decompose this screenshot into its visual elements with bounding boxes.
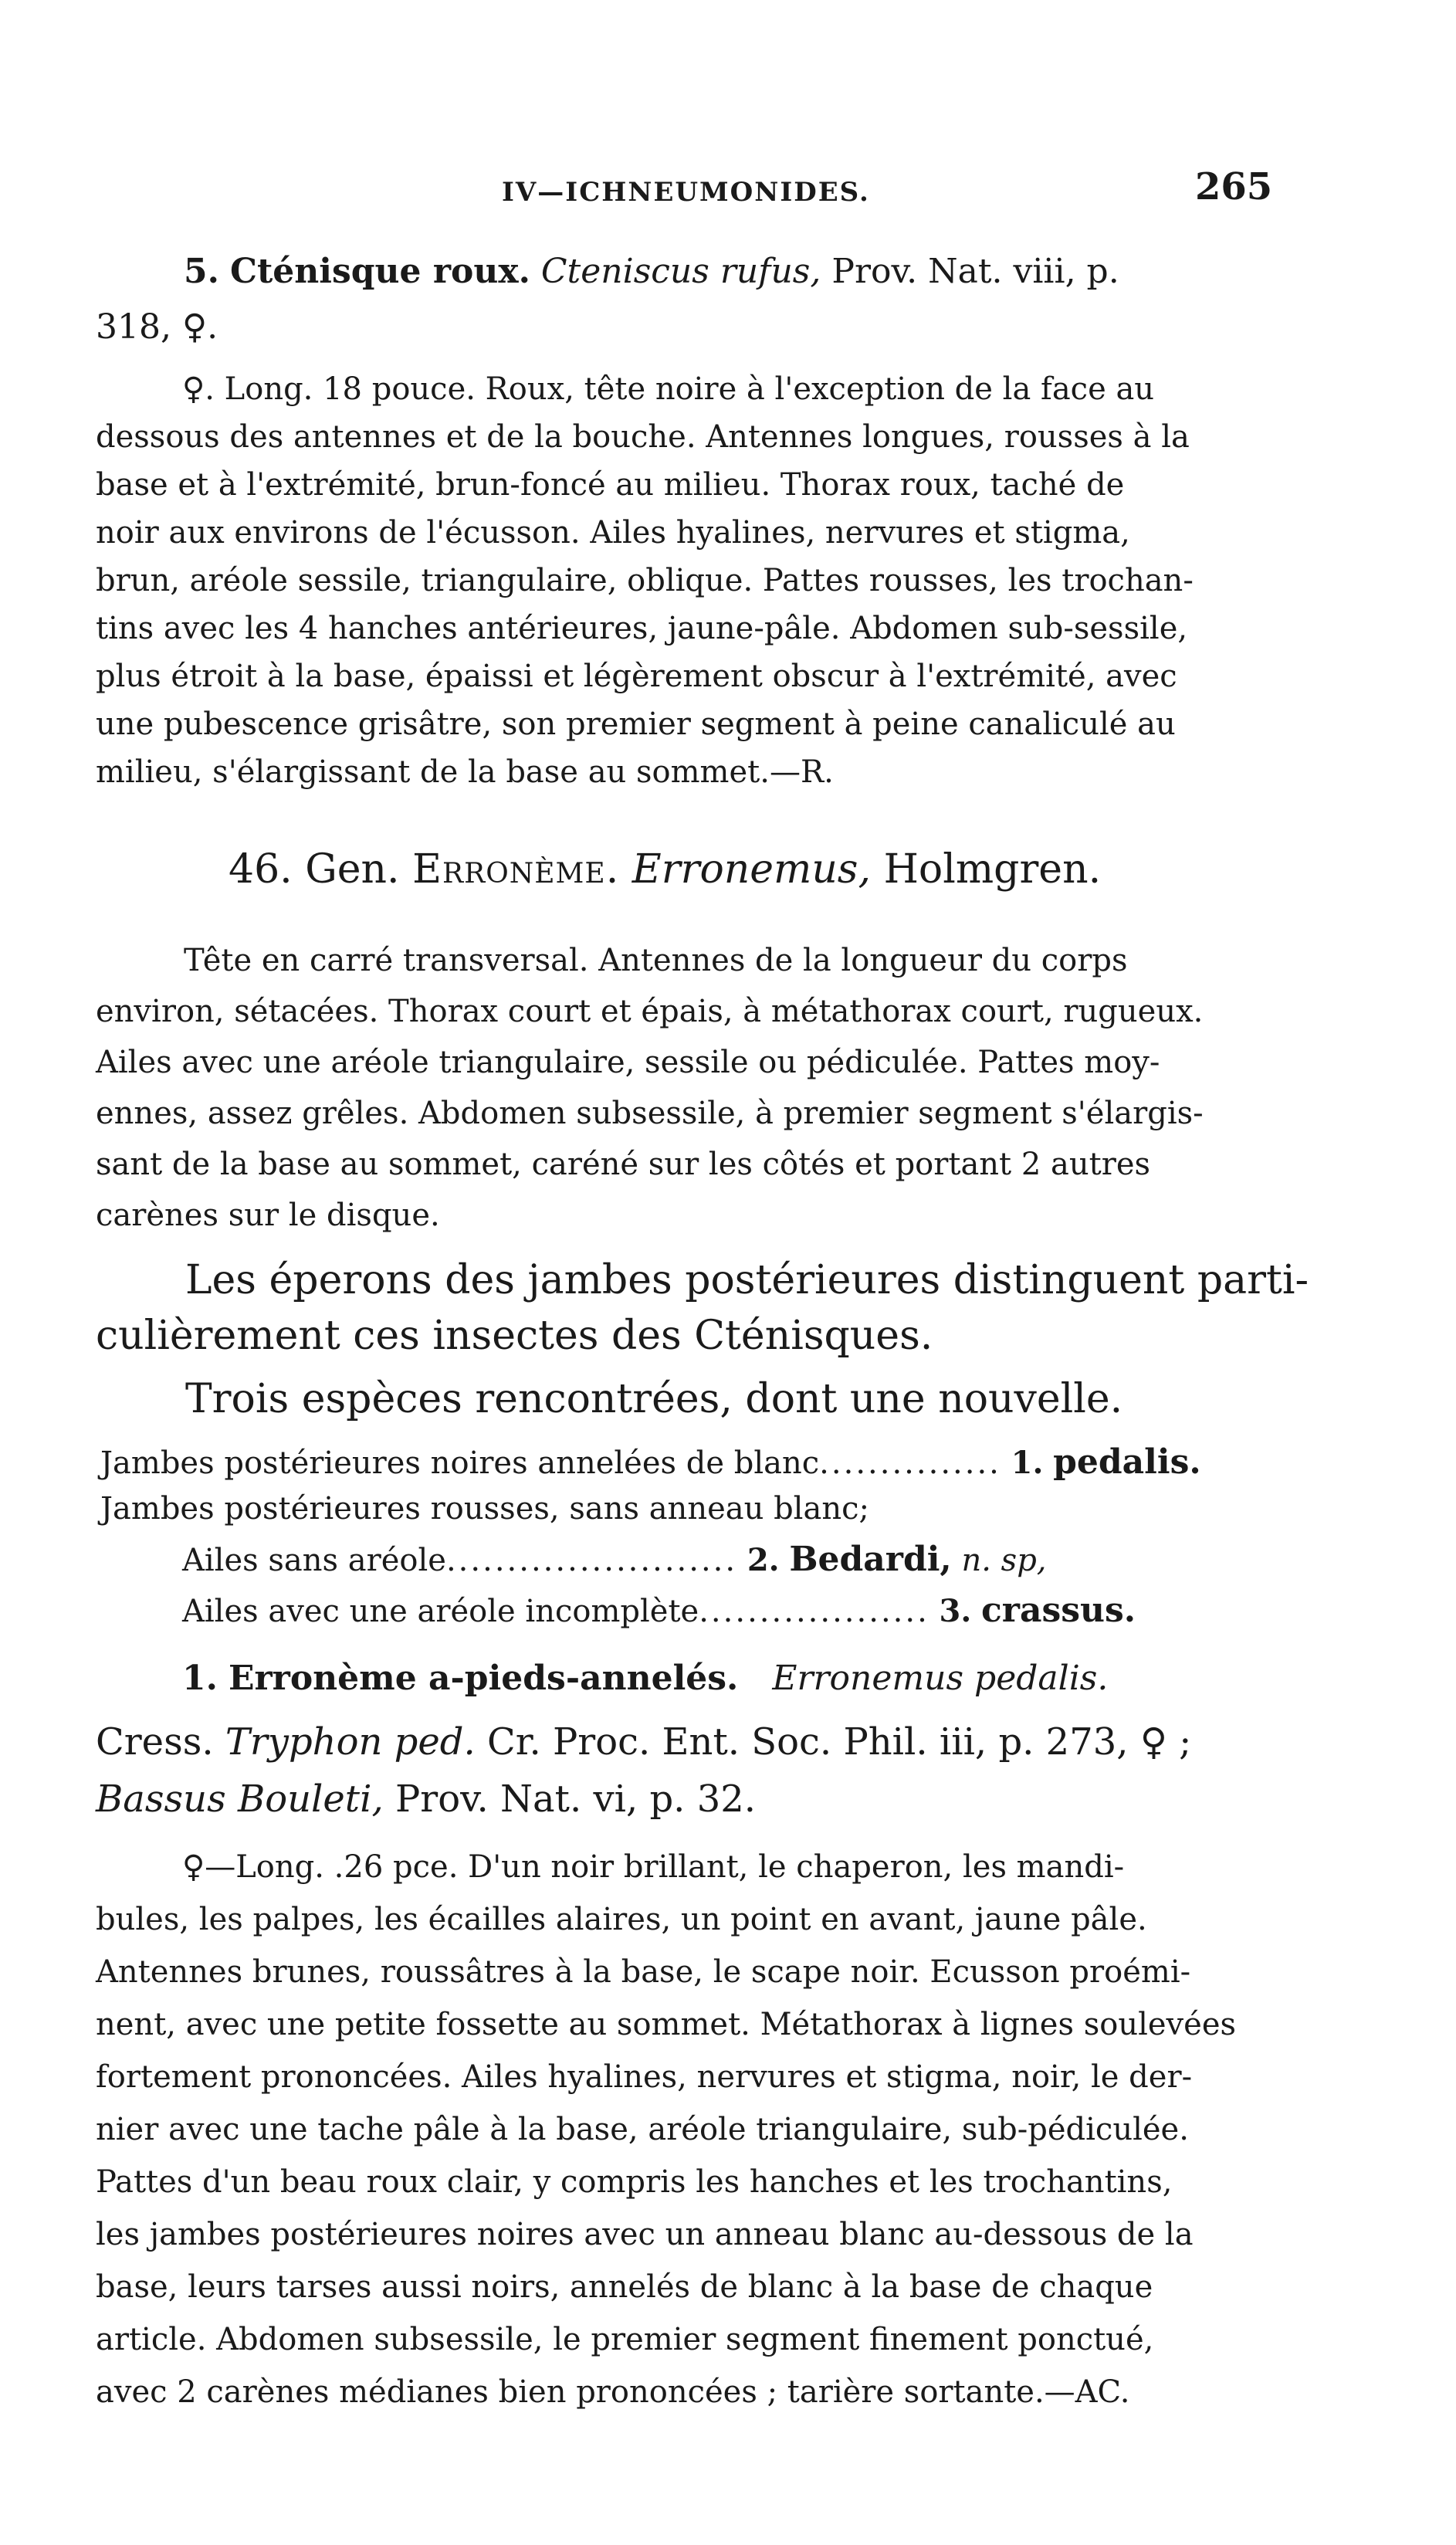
genus-46-latin-name: Erronemus,	[631, 846, 872, 893]
key-row-text: Jambes postérieures rousses, sans anneau blanc;	[100, 1491, 869, 1527]
species-5-desc-line: une pubescence grisâtre, son premier segment à peine canaliculé au	[96, 707, 1176, 742]
species-5-desc-line: noir aux environs de l'écusson. Ailes hyalines, nervures et stigma,	[96, 515, 1130, 551]
species-5-desc-line: ♀. Long. 18 pouce. Roux, tête noire à l'exception de la face au	[182, 371, 1155, 407]
key-row-species: crassus.	[981, 1591, 1136, 1630]
key-row	[182, 1540, 1047, 1579]
key-row	[100, 1491, 869, 1527]
key-row-number: 1.	[1011, 1445, 1044, 1481]
genus-46-heading	[229, 846, 1102, 893]
species-1-desc-line: Antennes brunes, roussâtres à la base, le scape noir. Ecusson proémi-	[96, 1954, 1191, 1990]
key-row-text: Jambes postérieures noires annelées de blanc	[100, 1445, 820, 1481]
genus-46-species-count: Trois espèces rencontrées, dont une nouvelle.	[185, 1376, 1123, 1422]
genus-46-desc-line: environ, sétacées. Thorax court et épais, à métathorax court, rugueux.	[96, 994, 1204, 1029]
species-1-number: 1.	[182, 1659, 218, 1698]
species-5-desc-line: brun, aréole sessile, triangulaire, oblique. Pattes rousses, les trochan-	[96, 563, 1194, 598]
species-1-desc-line: article. Abdomen subsessile, le premier segment finement ponctué,	[96, 2322, 1154, 2357]
synonymy-name: Tryphon ped.	[225, 1720, 476, 1764]
key-row-dots: ...............	[819, 1445, 1001, 1481]
genus-46-desc-line: ennes, assez grêles. Abdomen subsessile, à premier segment s'élargis-	[96, 1096, 1204, 1131]
synonymy-author: Cress.	[96, 1720, 214, 1764]
species-5-desc-line: base et à l'extrémité, brun-foncé au milieu. Thorax roux, taché de	[96, 467, 1125, 503]
species-1-desc-line: nier avec une tache pâle à la base, aréole triangulaire, sub-pédiculée.	[96, 2112, 1189, 2147]
key-row	[100, 1442, 1201, 1482]
genus-46-french-name: Erronème.	[412, 846, 620, 893]
species-1-synonymy-line	[96, 1720, 1192, 1764]
synonymy-reference: Prov. Nat. vi, p. 32.	[394, 1777, 757, 1821]
species-5-reference-cont: 318, ♀.	[96, 307, 218, 347]
genus-46-remark-line: culièrement ces insectes des Cténisques.	[96, 1313, 933, 1359]
key-row	[182, 1591, 1136, 1630]
genus-46-desc-line: sant de la base au sommet, caréné sur les côtés et portant 2 autres	[96, 1147, 1151, 1182]
synonymy-name: Bassus Bouleti,	[96, 1777, 384, 1821]
key-row-number: 2.	[747, 1542, 780, 1578]
key-row-dots: ........................	[445, 1543, 738, 1578]
synonymy-reference: Cr. Proc. Ent. Soc. Phil. iii, p. 273, ♀ ;	[487, 1720, 1192, 1764]
species-5-desc-line: tins avec les 4 hanches antérieures, jaune-pâle. Abdomen sub-sessile,	[96, 611, 1188, 646]
key-row-suffix: n. sp,	[961, 1543, 1047, 1578]
species-1-desc-line: avec 2 carènes médianes bien prononcées ; tarière sortante.—AC.	[96, 2374, 1130, 2410]
species-1-heading	[182, 1659, 1109, 1698]
genus-46-desc-line: Tête en carré transversal. Antennes de la longueur du corps	[184, 943, 1128, 978]
species-5-french-name: Cténisque roux.	[229, 252, 530, 291]
running-title: IV—ICHNEUMONIDES.	[502, 177, 870, 208]
species-1-desc-line: les jambes postérieures noires avec un anneau blanc au-dessous de la	[96, 2217, 1194, 2252]
genus-46-desc-line: Ailes avec une aréole triangulaire, sessile ou pédiculée. Pattes moy-	[96, 1045, 1160, 1080]
key-row-text: Ailes avec une aréole incomplète	[182, 1594, 699, 1629]
species-5-latin-name: Cteniscus rufus,	[540, 252, 821, 291]
species-1-desc-line: ♀—Long. .26 pce. D'un noir brillant, le chaperon, les mandi-	[182, 1849, 1125, 1885]
genus-46-number: 46. Gen.	[229, 846, 400, 893]
key-row-number: 3.	[939, 1593, 972, 1629]
genus-46-author: Holmgren.	[883, 846, 1102, 893]
genus-46-remark-line: Les éperons des jambes postérieures distinguent parti-	[185, 1257, 1309, 1303]
species-1-french-name: Erronème a-pieds-annelés.	[228, 1659, 739, 1698]
species-1-latin-name: Erronemus pedalis.	[772, 1659, 1109, 1698]
species-5-reference: Prov. Nat. viii, p.	[831, 252, 1119, 291]
species-5-desc-line: dessous des antennes et de la bouche. Antennes longues, rousses à la	[96, 419, 1190, 455]
species-1-synonymy-line	[96, 1777, 757, 1821]
species-1-desc-line: nent, avec une petite fossette au sommet. Métathorax à lignes soulevées	[96, 2007, 1237, 2042]
species-5-heading	[184, 252, 1119, 291]
species-1-desc-line: fortement prononcées. Ailes hyalines, nervures et stigma, noir, le der-	[96, 2059, 1193, 2095]
species-1-desc-line: Pattes d'un beau roux clair, y compris les hanches et les trochantins,	[96, 2164, 1173, 2200]
key-row-species: Bedardi,	[789, 1540, 952, 1579]
genus-46-desc-line: carènes sur le disque.	[96, 1198, 440, 1233]
key-row-text: Ailes sans aréole	[182, 1543, 446, 1578]
species-5-desc-line: milieu, s'élargissant de la base au sommet.—R.	[96, 754, 834, 790]
page-number: 265	[1195, 165, 1273, 208]
key-row-species: pedalis.	[1053, 1442, 1201, 1482]
species-5-desc-line: plus étroit à la base, épaissi et légèrement obscur à l'extrémité, avec	[96, 659, 1177, 694]
species-1-desc-line: bules, les palpes, les écailles alaires, un point en avant, jaune pâle.	[96, 1902, 1147, 1937]
species-1-desc-line: base, leurs tarses aussi noirs, annelés de blanc à la base de chaque	[96, 2269, 1153, 2305]
key-row-dots: ...................	[699, 1594, 929, 1629]
species-5-number: 5.	[184, 252, 219, 291]
